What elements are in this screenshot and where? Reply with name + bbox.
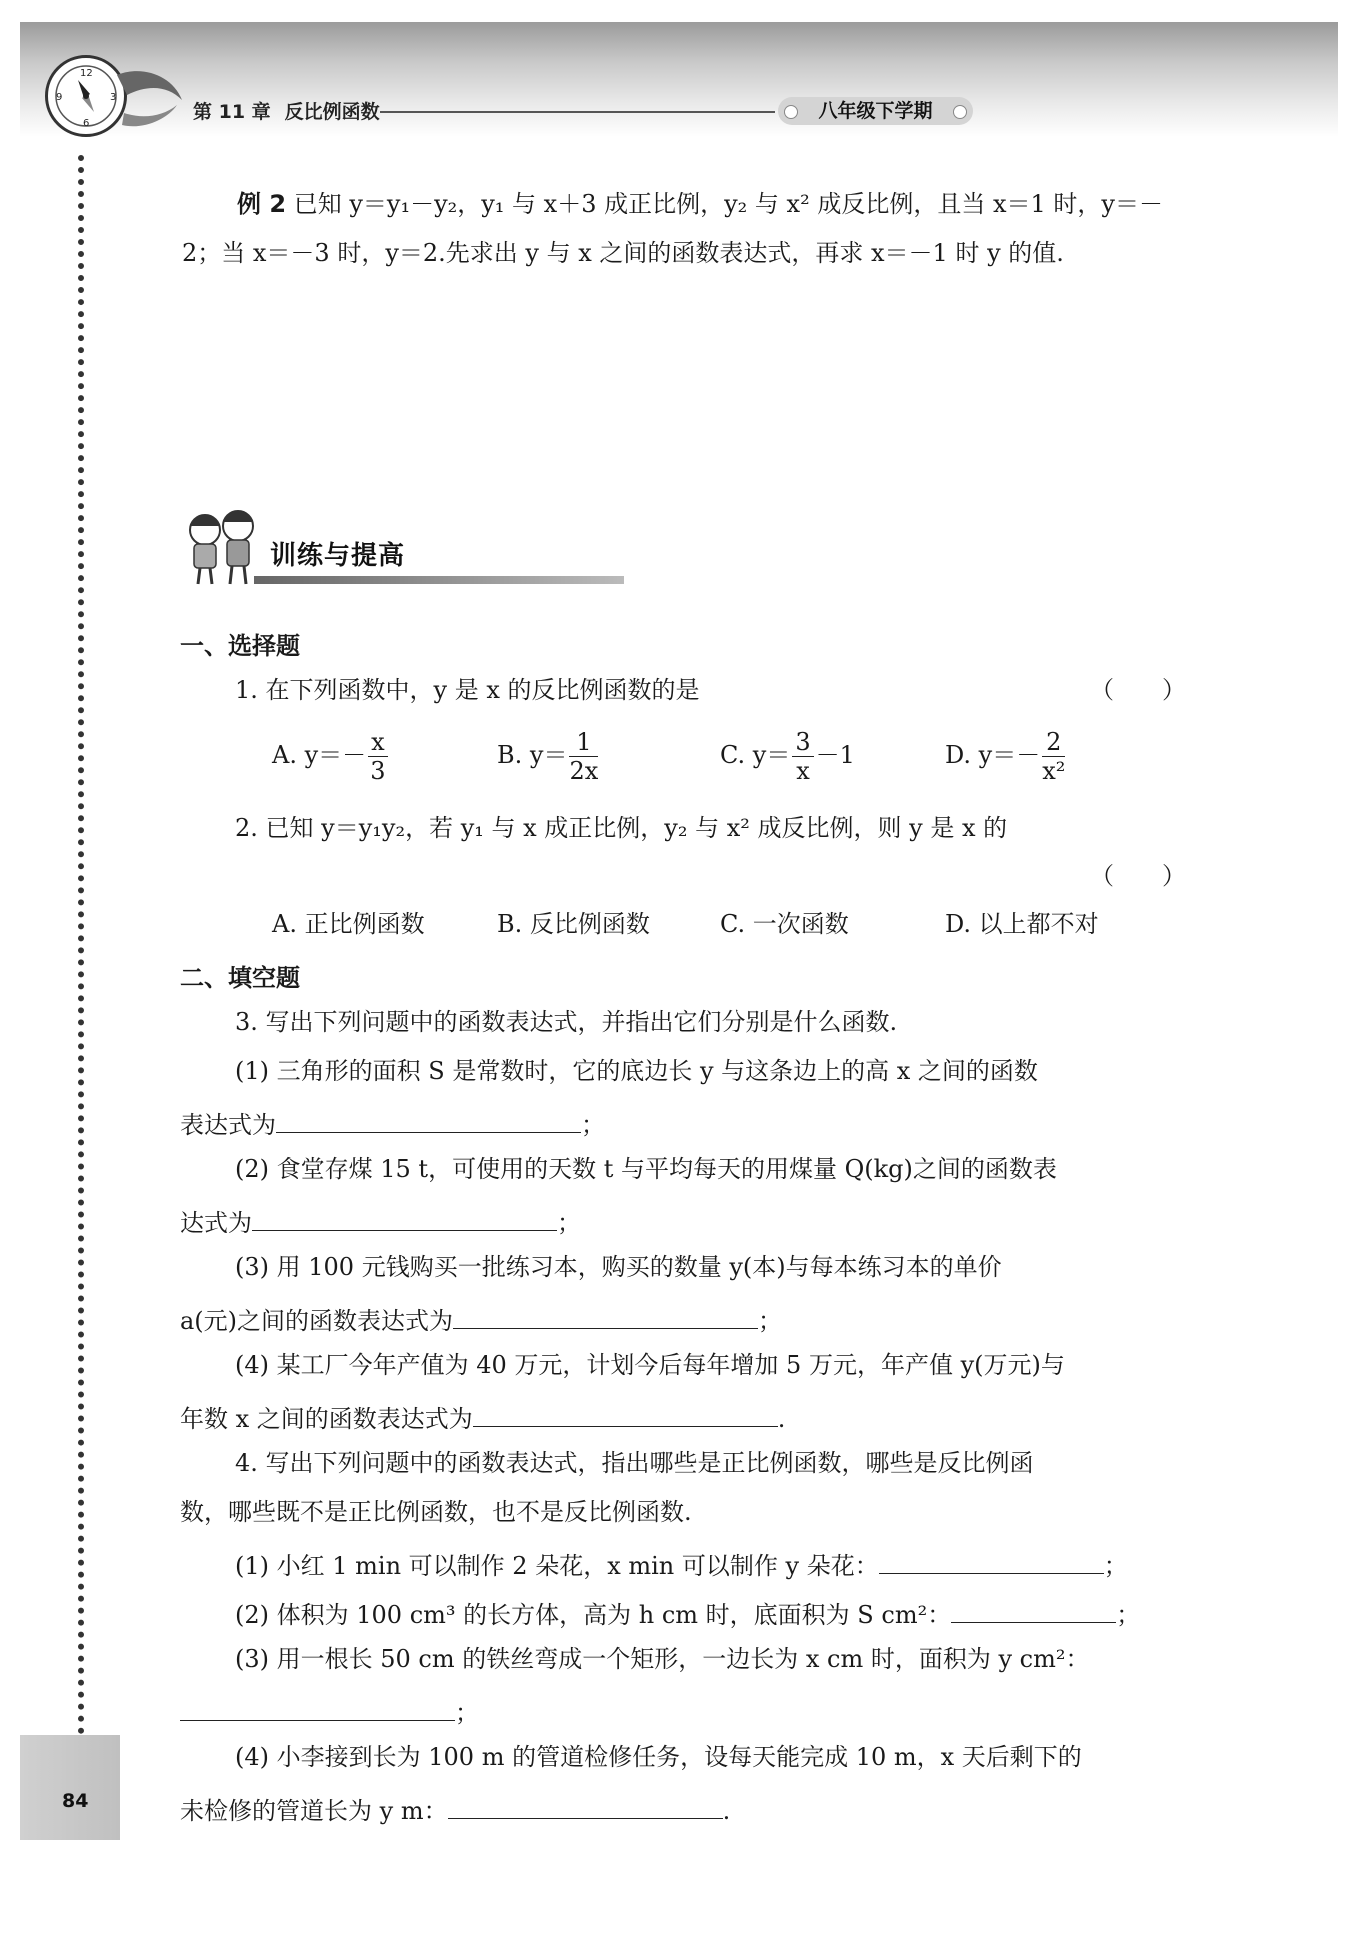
q3-1-answer-blank[interactable] — [276, 1104, 581, 1133]
q4-1-line — [235, 1545, 1128, 1582]
fraction-numerator: 1 — [569, 728, 598, 757]
swoosh-icon — [112, 55, 192, 135]
q4-4-line2 — [180, 1790, 730, 1827]
example-text: 已知 y＝y₁－y₂，y₁ 与 x＋3 成正比例，y₂ 与 x² 成反比例，且当 x＝1 时，y＝－2；当 x＝－3 时，y＝2.先求出 y 与 x 之间的函数表达式，再求 x＝－1 时 y 的值. — [182, 190, 1163, 267]
q3-2-prompt: 达式为 — [180, 1209, 252, 1237]
q4-2-answer-blank[interactable] — [951, 1594, 1116, 1623]
q1-option-c-label: C. y＝ — [720, 741, 791, 769]
example-label: 例 2 — [237, 190, 287, 218]
q4-3-line1: (3) 用一根长 50 cm 的铁丝弯成一个矩形，一边长为 x cm 时，面积为 y cm²： — [235, 1645, 1090, 1673]
svg-text:9: 9 — [56, 92, 63, 103]
q4-line2: 数，哪些既不是正比例函数，也不是反比例函数. — [180, 1498, 692, 1526]
q3-3-prompt: a(元)之间的函数表达式为 — [180, 1307, 454, 1335]
chapter-title: 反比例函数 — [284, 101, 380, 123]
chapter-number: 第 11 章 — [193, 101, 271, 123]
example-paragraph — [182, 180, 1177, 278]
chapter-heading — [193, 97, 394, 124]
grade-badge: 八年级下学期 — [778, 97, 973, 125]
q3-4-line1: (4) 某工厂今年产值为 40 万元，计划今后每年增加 5 万元，年产值 y(万元)与 — [235, 1351, 1065, 1379]
q1-option-c-tail: －1 — [815, 741, 855, 769]
q2-option-c: C. 一次函数 — [720, 910, 849, 938]
semicolon: ； — [1116, 1601, 1141, 1629]
q3-4-line2 — [180, 1398, 785, 1435]
q4-4-prompt: 未检修的管道长为 y m： — [180, 1797, 448, 1825]
q1-option-a — [272, 728, 390, 785]
svg-text:6: 6 — [83, 118, 90, 129]
period: . — [722, 1797, 731, 1825]
period: . — [777, 1405, 786, 1433]
semicolon: ； — [581, 1111, 605, 1139]
q1-option-b-label: B. y＝ — [497, 741, 568, 769]
svg-text:3: 3 — [110, 92, 117, 103]
q1-option-d-label: D. y＝－ — [945, 741, 1041, 769]
q3-3-line1: (3) 用 100 元钱购买一批练习本，购买的数量 y(本)与每本练习本的单价 — [235, 1253, 1002, 1281]
q2-answer-paren: （ ） — [1090, 862, 1186, 890]
q4-2-line — [235, 1594, 1140, 1631]
q4-4-answer-blank[interactable] — [448, 1790, 723, 1819]
q4-1-answer-blank[interactable] — [879, 1545, 1104, 1574]
q4-line1: 4. 写出下列问题中的函数表达式，指出哪些是正比例函数，哪些是反比例函 — [235, 1449, 1034, 1477]
page-number: 84 — [62, 1790, 89, 1812]
q1-option-a-fraction — [368, 728, 388, 785]
q3-stem: 3. 写出下列问题中的函数表达式，并指出它们分别是什么函数. — [235, 1008, 898, 1036]
q1-option-d-fraction — [1042, 728, 1065, 785]
q3-4-answer-blank[interactable] — [473, 1398, 778, 1427]
fraction-numerator: x — [368, 728, 388, 757]
semicolon: ； — [455, 1699, 479, 1727]
q1-option-c-fraction — [792, 728, 813, 785]
q4-1-prompt: (1) 小红 1 min 可以制作 2 朵花，x min 可以制作 y 朵花： — [235, 1552, 879, 1580]
q1-option-a-label: A. y＝－ — [272, 741, 367, 769]
q1-answer-paren: （ ） — [1090, 676, 1186, 704]
q1-stem: 1. 在下列函数中，y 是 x 的反比例函数的是 — [235, 676, 700, 704]
q2-option-b: B. 反比例函数 — [497, 910, 650, 938]
q4-3-answer-blank[interactable] — [180, 1692, 455, 1721]
q1-option-b-fraction — [569, 728, 598, 785]
part1-title: 一、选择题 — [180, 632, 300, 660]
semicolon: ； — [557, 1209, 581, 1237]
q3-2-line2 — [180, 1202, 581, 1239]
margin-dots — [78, 155, 84, 1735]
fraction-numerator: 2 — [1042, 728, 1065, 757]
part2-title: 二、填空题 — [180, 964, 300, 992]
q4-2-prompt: (2) 体积为 100 cm³ 的长方体，高为 h cm 时，底面积为 S cm²： — [235, 1601, 952, 1629]
fraction-denominator: 3 — [370, 757, 386, 785]
q2-stem: 2. 已知 y＝y₁y₂，若 y₁ 与 x 成正比例，y₂ 与 x² 成反比例，则 y 是 x 的 — [235, 814, 1008, 842]
semicolon: ； — [758, 1307, 783, 1335]
q3-2-answer-blank[interactable] — [252, 1202, 557, 1231]
section-underline — [254, 576, 624, 584]
section-title: 训练与提高 — [270, 541, 406, 571]
q3-3-line2 — [180, 1300, 782, 1337]
q3-1-line2 — [180, 1104, 605, 1141]
q3-1-line1: (1) 三角形的面积 S 是常数时，它的底边长 y 与这条边上的高 x 之间的函数 — [235, 1057, 1038, 1085]
q4-3-line2 — [180, 1692, 479, 1729]
fraction-numerator: 3 — [792, 728, 813, 757]
q4-4-line1: (4) 小李接到长为 100 m 的管道检修任务，设每天能完成 10 m，x 天后剩下的 — [235, 1743, 1082, 1771]
fraction-denominator: x² — [1042, 757, 1066, 785]
q1-option-b — [497, 728, 600, 785]
fraction-denominator: x — [796, 757, 810, 785]
q3-4-prompt: 年数 x 之间的函数表达式为 — [180, 1405, 473, 1433]
header-rule — [380, 111, 775, 113]
q2-option-a: A. 正比例函数 — [272, 910, 425, 938]
q3-2-line1: (2) 食堂存煤 15 t，可使用的天数 t 与平均每天的用煤量 Q(kg)之间的函数表 — [235, 1155, 1057, 1183]
svg-text:12: 12 — [80, 68, 93, 79]
q3-3-answer-blank[interactable] — [453, 1300, 758, 1329]
semicolon: ； — [1103, 1552, 1128, 1580]
q1-option-c — [720, 728, 855, 785]
q3-1-prompt: 表达式为 — [180, 1111, 276, 1139]
fraction-denominator: 2x — [569, 757, 599, 785]
page-tab — [20, 1735, 120, 1840]
q2-option-d: D. 以上都不对 — [945, 910, 1099, 938]
q1-option-d — [945, 728, 1067, 785]
